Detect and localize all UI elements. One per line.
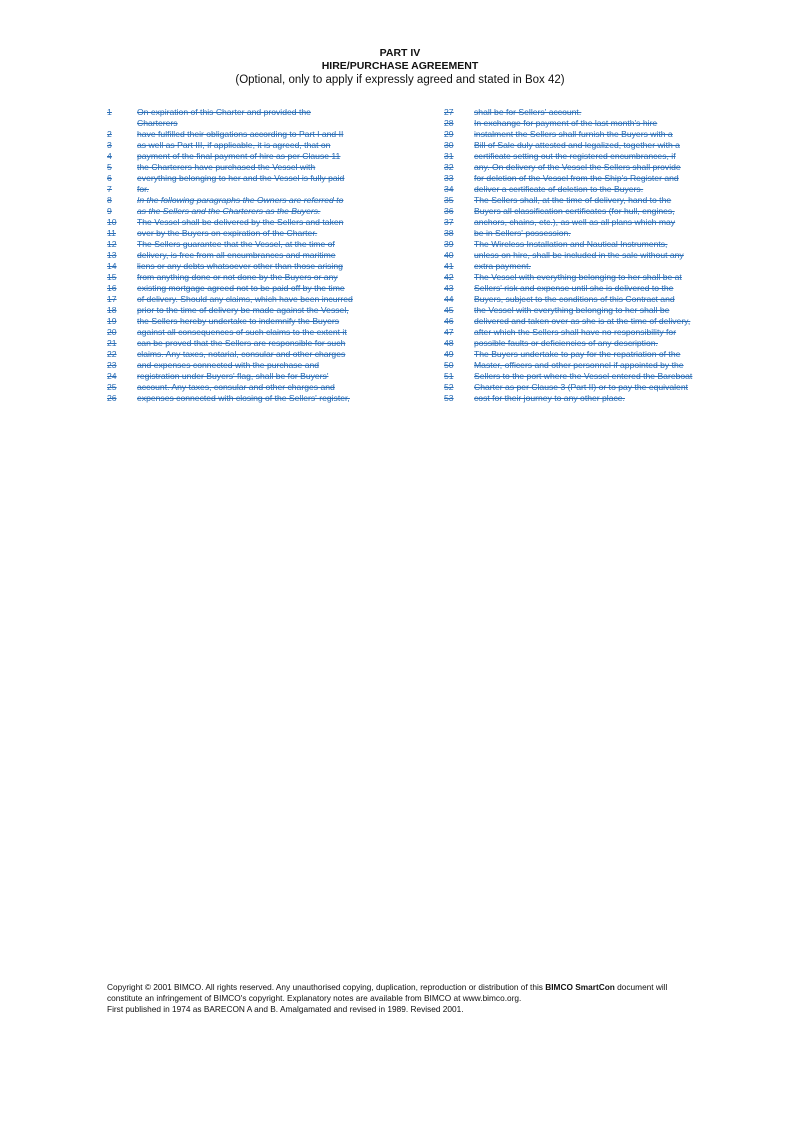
clause-line: [107, 272, 397, 283]
line-text: certificate setting out the registered encumbrances, if: [474, 151, 676, 161]
line-number: 20: [107, 327, 117, 337]
line-number: 14: [107, 261, 117, 271]
line-text: payment of the final payment of hire as per Clause 11: [137, 151, 341, 161]
clause-line: [444, 371, 744, 382]
clause-line: [107, 140, 397, 151]
line-text: Master, officers and other personnel if appointed by the: [474, 360, 684, 370]
line-text: existing mortgage agreed not to be paid off by the time: [137, 283, 345, 293]
clause-line: [107, 327, 397, 338]
agreement-title: HIRE/PURCHASE AGREEMENT: [321, 60, 479, 72]
footer-line-1-c: document will: [614, 982, 668, 992]
clause-line: [444, 173, 744, 184]
line-number: 34: [444, 184, 454, 194]
clause-line: [444, 206, 744, 217]
line-text: the Charterers have purchased the Vessel with: [137, 162, 316, 172]
line-text: expenses connected with closing of the Sellers' register,: [137, 393, 350, 403]
line-text: for.: [137, 184, 149, 194]
clause-line: [107, 206, 397, 217]
line-text: instalment the Sellers shall furnish the Buyers with a: [474, 129, 673, 139]
line-number: 38: [444, 228, 454, 238]
line-text: Buyers all classification certificates (for hull, engines,: [474, 206, 675, 216]
footer-line-1-a: Copyright © 2001 BIMCO. All rights reserved. Any unauthorised copying, duplication, reproduction or distribution of this: [107, 982, 546, 992]
line-number: 16: [107, 283, 117, 293]
line-number: 8: [107, 195, 112, 205]
line-number: 40: [444, 250, 454, 260]
line-text: account. Any taxes, consular and other charges and: [137, 382, 335, 392]
line-number: 29: [444, 129, 454, 139]
line-text: Bill of Sale duly attested and legalized, together with a: [474, 140, 680, 150]
clause-line: [444, 118, 744, 129]
line-text: extra payment.: [474, 261, 531, 271]
line-text: The Vessel shall be delivered by the Sellers and taken: [137, 217, 344, 227]
line-number: 21: [107, 338, 117, 348]
line-text: as well as Part III, if applicable, it is agreed, that on: [137, 140, 331, 150]
clause-line: [107, 294, 397, 305]
clause-line: [107, 118, 397, 129]
line-number: 39: [444, 239, 454, 249]
line-number: 33: [444, 173, 454, 183]
clause-line: [107, 371, 397, 382]
clause-line: [107, 107, 397, 118]
clause-line: [444, 140, 744, 151]
line-number: 17: [107, 294, 117, 304]
clause-line: [107, 184, 397, 195]
clause-line: [444, 239, 744, 250]
copyright-footer: [107, 982, 747, 1015]
clause-line: [444, 217, 744, 228]
line-text: over by the Buyers on expiration of the Charter.: [137, 228, 318, 238]
line-number: 2: [107, 129, 112, 139]
clause-line: [444, 338, 744, 349]
clause-line: [444, 327, 744, 338]
clause-line: [107, 316, 397, 327]
line-text: Sellers' risk and expense until she is delivered to the: [474, 283, 674, 293]
line-text: against all consequences of such claims to the extent it: [137, 327, 347, 337]
clause-line: [444, 316, 744, 327]
line-number: 45: [444, 305, 454, 315]
clause-line: [444, 250, 744, 261]
clause-line: [107, 283, 397, 294]
line-text: and expenses connected with the purchase and: [137, 360, 320, 370]
clause-line: [444, 349, 744, 360]
clause-line: [444, 272, 744, 283]
line-number: 41: [444, 261, 454, 271]
footer-line-1-b: BIMCO SmartCon: [545, 982, 615, 992]
line-text: as the Sellers and the Charterers as the Buyers.: [137, 206, 321, 216]
line-number: 24: [107, 371, 117, 381]
line-text: deliver a certificate of deletion to the Buyers.: [474, 184, 644, 194]
line-number: 35: [444, 195, 454, 205]
line-number: 52: [444, 382, 454, 392]
line-text: prior to the time of delivery be made against the Vessel,: [137, 305, 349, 315]
clause-line: [107, 239, 397, 250]
clause-line: [107, 217, 397, 228]
right-clause-column: [444, 107, 744, 404]
line-number: 25: [107, 382, 117, 392]
line-text: Sellers to the port where the Vessel entered the Bareboat: [474, 371, 693, 381]
line-text: In the following paragraphs the Owners are referred to: [137, 195, 344, 205]
agreement-subtitle: (Optional, only to apply if expressly agreed and stated in Box 42): [235, 74, 565, 86]
clause-line: [444, 261, 744, 272]
line-number: 26: [107, 393, 117, 403]
clause-line: [107, 305, 397, 316]
line-number: 13: [107, 250, 117, 260]
line-number: 50: [444, 360, 454, 370]
line-text: liens or any debts whatsoever other than those arising: [137, 261, 343, 271]
line-number: 1: [107, 107, 112, 117]
clause-line: [444, 162, 744, 173]
clause-line: [444, 151, 744, 162]
line-text: The Sellers shall, at the time of delivery, hand to the: [474, 195, 672, 205]
line-text: cost for their journey to any other place.: [474, 393, 625, 403]
line-number: 11: [107, 228, 116, 238]
left-clause-column: [107, 107, 397, 404]
line-number: 47: [444, 327, 454, 337]
line-number: 48: [444, 338, 454, 348]
part-heading: PART IV: [379, 47, 421, 59]
line-text: registration under Buyers' flag, shall be for Buyers': [137, 371, 329, 381]
line-text: possible faults or deficiencies of any description.: [474, 338, 658, 348]
line-text: be in Sellers' possession.: [474, 228, 571, 238]
line-text: for deletion of the Vessel from the Ship's Register and: [474, 173, 679, 183]
clause-line: [444, 294, 744, 305]
line-text: Charterers: [137, 118, 178, 128]
line-text: unless on hire, shall be included in the sale without any: [474, 250, 684, 260]
clause-line: [444, 228, 744, 239]
line-text: shall be for Sellers' account.: [474, 107, 582, 117]
line-text: anchors, chains, etc.), as well as all plans which may: [474, 217, 676, 227]
line-text: In exchange for payment of the last month's hire: [474, 118, 658, 128]
line-number: 7: [107, 184, 112, 194]
clause-line: [107, 360, 397, 371]
line-number: 6: [107, 173, 112, 183]
line-number: 37: [444, 217, 454, 227]
line-number: 23: [107, 360, 117, 370]
clause-line: [107, 338, 397, 349]
line-text: The Wireless Installation and Nautical Instruments,: [474, 239, 668, 249]
clause-line: [107, 250, 397, 261]
clause-line: [444, 360, 744, 371]
line-number: 27: [444, 107, 454, 117]
line-text: claims. Any taxes, notarial, consular and other charges: [137, 349, 346, 359]
clause-line: [107, 195, 397, 206]
line-number: 36: [444, 206, 454, 216]
line-text: Buyers, subject to the conditions of this Contract and: [474, 294, 675, 304]
line-text: the Vessel with everything belonging to her shall be: [474, 305, 670, 315]
clause-line: [444, 382, 744, 393]
line-text: The Sellers guarantee that the Vessel, at the time of: [137, 239, 335, 249]
line-number: 18: [107, 305, 117, 315]
clause-line: [107, 261, 397, 272]
line-number: 5: [107, 162, 112, 172]
line-number: 53: [444, 393, 454, 403]
line-number: 51: [444, 371, 454, 381]
line-number: 42: [444, 272, 454, 282]
line-number: 46: [444, 316, 454, 326]
document-header: [0, 47, 800, 88]
clause-line: [107, 393, 397, 404]
clause-line: [444, 305, 744, 316]
line-text: Charter as per Clause 3 (Part II) or to pay the equivalent: [474, 382, 688, 392]
line-number: 19: [107, 316, 117, 326]
line-number: 22: [107, 349, 117, 359]
clause-line: [107, 151, 397, 162]
line-number: 44: [444, 294, 454, 304]
clause-line: [107, 173, 397, 184]
line-text: On expiration of this Charter and provided the: [137, 107, 311, 117]
clause-line: [444, 107, 744, 118]
clause-line: [444, 283, 744, 294]
line-number: 49: [444, 349, 454, 359]
line-number: 28: [444, 118, 454, 128]
line-text: The Buyers undertake to pay for the repatriation of the: [474, 349, 681, 359]
line-number: 12: [107, 239, 117, 249]
line-text: of delivery. Should any claims, which have been incurred: [137, 294, 353, 304]
clause-line: [107, 382, 397, 393]
line-number: 15: [107, 272, 117, 282]
clause-line: [444, 184, 744, 195]
line-number: 30: [444, 140, 454, 150]
clause-line: [107, 228, 397, 239]
line-text: have fulfilled their obligations according to Part I and II: [137, 129, 344, 139]
footer-line-1: [107, 982, 747, 993]
line-text: after which the Sellers shall have no responsibility for: [474, 327, 677, 337]
line-number: 9: [107, 206, 112, 216]
footer-line-3: First published in 1974 as BARECON A and B. Amalgamated and revised in 1989. Revised 2001.: [107, 1004, 464, 1014]
line-number: 31: [444, 151, 454, 161]
clause-line: [444, 393, 744, 404]
clause-line: [107, 129, 397, 140]
line-text: delivered and taken over as she is at the time of delivery,: [474, 316, 691, 326]
line-text: any. On delivery of the Vessel the Sellers shall provide: [474, 162, 681, 172]
line-text: everything belonging to her and the Vessel is fully paid: [137, 173, 345, 183]
line-text: The Vessel with everything belonging to her shall be at: [474, 272, 682, 282]
line-number: 43: [444, 283, 454, 293]
line-text: from anything done or not done by the Buyers or any: [137, 272, 338, 282]
clause-line: [107, 349, 397, 360]
clause-line: [107, 162, 397, 173]
line-text: delivery, is free from all encumbrances and maritime: [137, 250, 336, 260]
line-number: 4: [107, 151, 112, 161]
line-number: 3: [107, 140, 112, 150]
clause-line: [444, 195, 744, 206]
line-text: can be proved that the Sellers are responsible for such: [137, 338, 346, 348]
footer-line-2: constitute an infringement of BIMCO's copyright. Explanatory notes are available from BIMCO at www.bimco.org.: [107, 993, 522, 1003]
clause-line: [444, 129, 744, 140]
line-number: 10: [107, 217, 117, 227]
line-text: the Sellers hereby undertake to indemnify the Buyers: [137, 316, 340, 326]
line-number: 32: [444, 162, 454, 172]
